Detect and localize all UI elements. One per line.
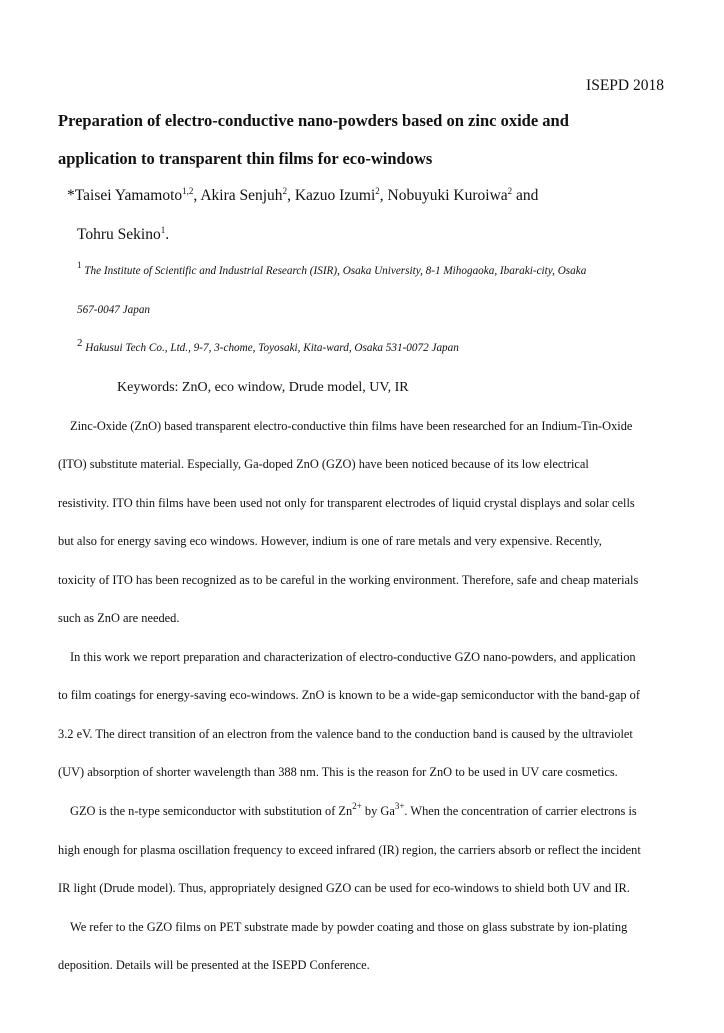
body-line: such as ZnO are needed. [58, 611, 180, 625]
author-separator: and [512, 187, 539, 204]
body-line: (UV) absorption of shorter wavelength than 388 nm. This is the reason for ZnO to be used in UV care cosmetics. [58, 765, 618, 779]
body-line: We refer to the GZO films on PET substrate made by powder coating and those on glass substrate by ion-plating [70, 920, 628, 934]
affiliation-1-line-1 [77, 260, 587, 277]
body-line: resistivity. ITO thin films have been used not only for transparent electrodes of liquid crystal displays and solar cells [58, 496, 635, 510]
author-affiliation-mark: 2 [507, 186, 513, 196]
author-affiliation-mark: 1,2 [182, 186, 194, 196]
body-line: high enough for plasma oscillation frequency to exceed infrared (IR) region, the carriers absorb or reflect the incident [58, 843, 641, 857]
affiliation-mark: 1 [77, 260, 82, 270]
body-line: 3.2 eV. The direct transition of an electron from the valence band to the conduction band is caused by the ultraviolet [58, 727, 633, 741]
affiliation-text: Hakusui Tech Co., Ltd., 9-7, 3-chome, Toyosaki, Kita-ward, Osaka 531-0072 Japan [82, 342, 459, 354]
ion-charge: 2+ [352, 801, 362, 811]
authors-line-1 [67, 187, 538, 205]
paper-title-line-1: Preparation of electro-conductive nano-powders based on zinc oxide and [58, 111, 569, 130]
body-text: . When the concentration of carrier electrons is [404, 804, 637, 818]
body-line: toxicity of ITO has been recognized as to be careful in the working environment. Therefore, safe and cheap materials [58, 573, 639, 587]
author-name: Nobuyuki Kuroiwa [387, 187, 508, 204]
keywords: Keywords: ZnO, eco window, Drude model, UV, IR [117, 380, 409, 395]
author-affiliation-mark: 2 [282, 186, 288, 196]
author-separator: , [193, 187, 201, 204]
body-line: to film coatings for energy-saving eco-windows. ZnO is known to be a wide-gap semiconductor with the band-gap of [58, 688, 640, 702]
body-line: but also for energy saving eco windows. However, indium is one of rare metals and very expensive. Recently, [58, 534, 602, 548]
affiliation-text: The Institute of Scientific and Industrial Research (ISIR), Osaka University, 8-1 Mihogaoka, Ibaraki-city, Osaka [81, 265, 587, 277]
author-separator: , [379, 187, 388, 204]
author-name: *Taisei Yamamoto [67, 187, 183, 204]
body-text: by Ga [361, 804, 395, 818]
ion-charge: 3+ [394, 801, 405, 811]
body-line: deposition. Details will be presented at the ISEPD Conference. [58, 958, 370, 972]
author-affiliation-mark: 1 [160, 225, 166, 235]
body-line: IR light (Drude model). Thus, appropriately designed GZO can be used for eco-windows to shield both UV and IR. [58, 881, 630, 895]
body-line: (ITO) substitute material. Especially, Ga-doped ZnO (GZO) have been noticed because of its low electrical [58, 457, 589, 471]
authors-line-2 [77, 226, 169, 244]
author-separator: , [287, 187, 295, 204]
affiliation-mark: 2 [77, 337, 83, 349]
body-text: GZO is the n-type semiconductor with substitution of Zn [70, 804, 353, 818]
affiliation-1-line-2: 567-0047 Japan [77, 304, 151, 316]
author-affiliation-mark: 2 [375, 186, 380, 196]
conference-label: ISEPD 2018 [586, 77, 664, 94]
affiliation-2 [77, 337, 459, 354]
author-name: Tohru Sekino [77, 226, 161, 243]
author-name: Akira Senjuh [200, 187, 283, 204]
body-line: Zinc-Oxide (ZnO) based transparent electro-conductive thin films have been researched for an Indium-Tin-Oxide [70, 419, 633, 433]
body-line [70, 801, 637, 819]
paper-title-line-2: application to transparent thin films for eco-windows [58, 149, 433, 168]
author-name: Kazuo Izumi [294, 187, 376, 204]
author-separator: . [165, 226, 170, 243]
body-line: In this work we report preparation and characterization of electro-conductive GZO nano-powders, and application [70, 650, 636, 664]
